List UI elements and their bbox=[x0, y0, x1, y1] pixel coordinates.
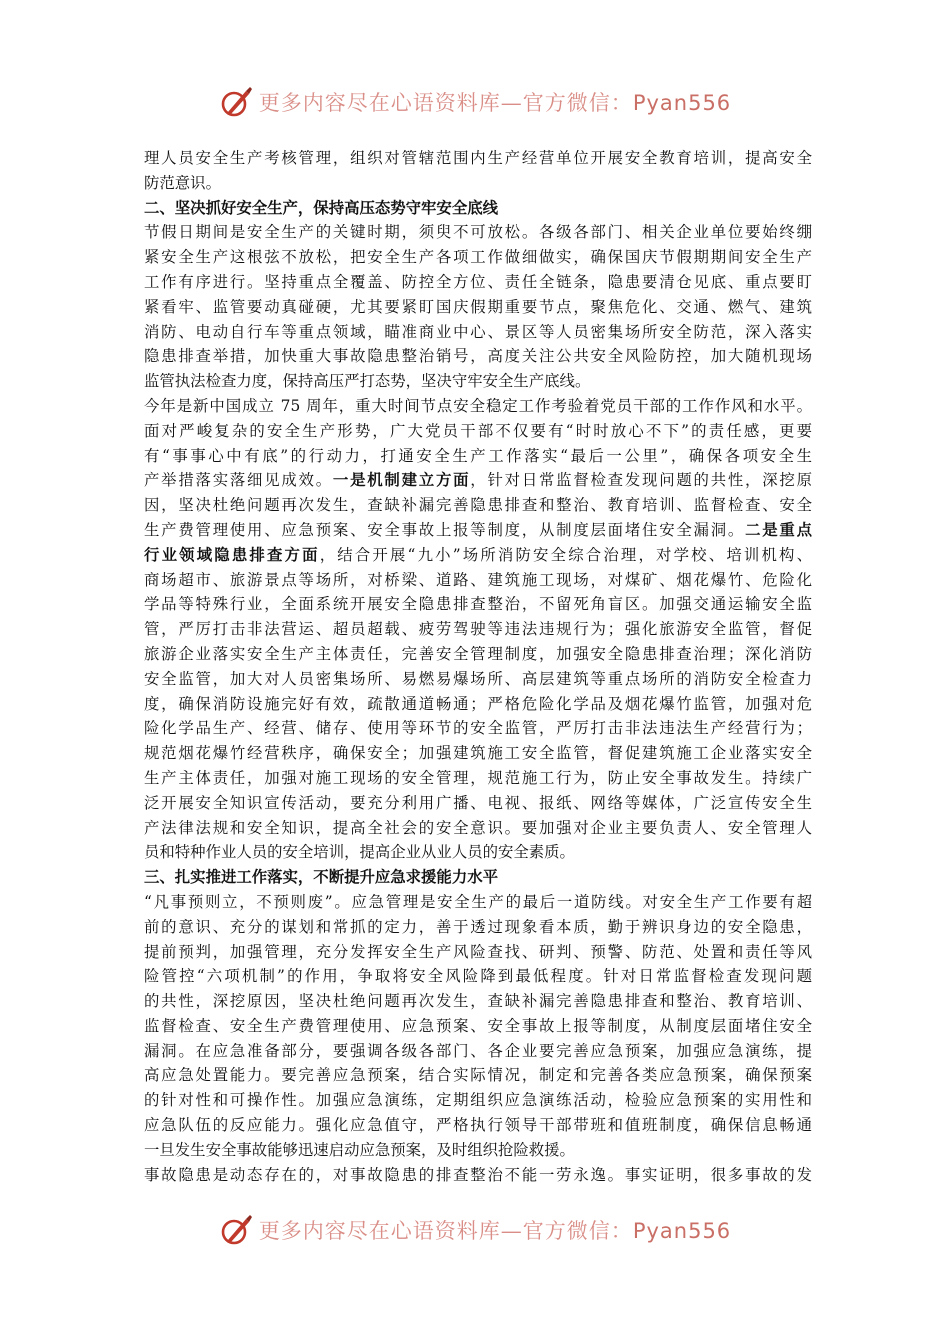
text-run: 安全监管，加大对人员密集场所、易燃易爆场所、高层建筑等重点场所的消防安全检查力 bbox=[144, 669, 812, 688]
text-run: 应急队伍的反应能力。强化应急值守，严格执行领导干部带班和值班制度，确保信息畅通 bbox=[144, 1116, 812, 1135]
text-run: 提前预判，加强管理，充分发挥安全生产风险查找、研判、预警、防范、处置和责任等风 bbox=[144, 942, 812, 961]
text-run: 有“事事心中有底”的行动力，打通安全生产工作落实“最后一公里”，确保各项安全生 bbox=[144, 446, 812, 465]
text-run: ，针对日常监督检查发现问题的共性，深挖原 bbox=[470, 471, 812, 490]
text-line bbox=[144, 1113, 812, 1138]
text-line bbox=[144, 667, 812, 692]
text-run: 消防、电动自行车等重点领域，瞄准商业中心、景区等人员密集场所安全防范，深入落实 bbox=[144, 322, 812, 341]
text-run: 险化学品生产、经营、储存、使用等环节的安全监管，严厉打击非法违法生产经营行为； bbox=[144, 719, 812, 738]
banner-text: 更多内容尽在心语资料库—官方微信：Pyan556 bbox=[258, 91, 732, 115]
text-line bbox=[144, 592, 812, 617]
text-run: 的针对性和可操作性。加强应急演练，定期组织应急演练活动，检验应急预案的实用性和 bbox=[144, 1091, 812, 1110]
text-line bbox=[144, 444, 812, 469]
text-run: 前的意识、充分的谋划和常抓的定力，善于透过现象看本质，勤于辨识身边的安全隐患， bbox=[144, 917, 812, 936]
bold-text-run: 二是重点 bbox=[745, 520, 812, 539]
text-run: 学品等特殊行业，全面系统开展安全隐患排查整治，不留死角盲区。加强交通运输安全监 bbox=[144, 595, 812, 614]
text-line bbox=[144, 245, 812, 270]
document-body bbox=[144, 146, 812, 1187]
text-run: 一旦发生安全事故能够迅速启动应急预案，及时组织抢险救援。 bbox=[144, 1140, 575, 1159]
text-line bbox=[144, 692, 812, 717]
text-line bbox=[144, 1039, 812, 1064]
text-run: 商场超市、旅游景点等场所，对桥梁、道路、建筑施工现场，对煤矿、烟花爆竹、危险化 bbox=[144, 570, 812, 589]
text-line bbox=[144, 642, 812, 667]
text-run: 生产费管理使用、应急预案、安全事故上报等制度，从制度层面堵住安全漏洞。 bbox=[144, 520, 746, 539]
text-run: 生产主体责任，加强对施工现场的安全管理，规范施工行为，防止安全事故发生。持续广 bbox=[144, 768, 812, 787]
text-run: “凡事预则立，不预则废”。应急管理是安全生产的最后一道防线。对安全生产工作要有超 bbox=[144, 892, 812, 911]
text-line bbox=[144, 716, 812, 741]
text-line bbox=[144, 890, 812, 915]
text-run: 节假日期间是安全生产的关键时期，须臾不可放松。各级各部门、相关企业单位要始终绷 bbox=[144, 223, 812, 242]
text-run: 员和特种作业人员的安全培训，提高企业从业人员的安全素质。 bbox=[144, 843, 575, 862]
header-watermark-banner bbox=[0, 82, 950, 122]
text-line bbox=[144, 419, 812, 444]
text-line bbox=[144, 915, 812, 940]
text-run: 高应急处置能力。要完善应急预案，结合实际情况，制定和完善各类应急预案，确保预案 bbox=[144, 1066, 812, 1085]
text-line bbox=[144, 394, 812, 419]
text-line bbox=[144, 369, 812, 394]
text-line bbox=[144, 989, 812, 1014]
text-line bbox=[144, 295, 812, 320]
pen-logo-icon bbox=[219, 85, 253, 119]
text-run: 漏洞。在应急准备部分，要强调各级各部门、各企业要完善应急预案，加强应急演练，提 bbox=[144, 1041, 812, 1060]
text-run: 管，严厉打击非法营运、超员超载、疲劳驾驶等违法违规行为；强化旅游安全监管，督促 bbox=[144, 620, 812, 639]
text-run: 紧安全生产这根弦不放松，把安全生产各项工作做细做实，确保国庆节假期期间安全生产 bbox=[144, 248, 812, 267]
bold-text-run: 一是机制建立方面 bbox=[332, 471, 471, 490]
text-run: 监督检查、安全生产费管理使用、应急预案、安全事故上报等制度，从制度层面堵住安全 bbox=[144, 1016, 812, 1035]
text-run: 度，确保消防设施完好有效，疏散通道畅通；严格危险化学品及烟花爆竹监管，加强对危 bbox=[144, 694, 812, 713]
text-line bbox=[144, 1014, 812, 1039]
text-line bbox=[144, 320, 812, 345]
bold-text-run: 二、坚决抓好安全生产，保持高压态势守牢安全底线 bbox=[144, 198, 498, 217]
text-line bbox=[144, 146, 812, 171]
text-line bbox=[144, 468, 812, 493]
text-line bbox=[144, 518, 812, 543]
text-line bbox=[144, 568, 812, 593]
text-run: 因，坚决杜绝问题再次发生，查缺补漏完善隐患排查和整治、教育培训、监督检查、安全 bbox=[144, 496, 812, 515]
text-run: 工作有序进行。坚持重点全覆盖、防控全方位、责任全链条，隐患要清仓见底、重点要盯 bbox=[144, 272, 812, 291]
text-line bbox=[144, 964, 812, 989]
text-run: 泛开展安全知识宣传活动，要充分利用广播、电视、报纸、网络等媒体，广泛宣传安全生 bbox=[144, 793, 812, 812]
pen-logo-icon bbox=[219, 1213, 253, 1247]
text-run: 事故隐患是动态存在的，对事故隐患的排查整治不能一劳永逸。事实证明，很多事故的发 bbox=[144, 1165, 812, 1184]
text-line bbox=[144, 543, 812, 568]
text-line bbox=[144, 1088, 812, 1113]
bold-text-run: 行业领域隐患排查方面 bbox=[144, 545, 320, 564]
text-run: 紧看牢、监管要动真碰硬，尤其要紧盯国庆假期重要节点，聚焦危化、交通、燃气、建筑 bbox=[144, 297, 812, 316]
text-line bbox=[144, 741, 812, 766]
banner-text: 更多内容尽在心语资料库—官方微信：Pyan556 bbox=[258, 1219, 732, 1243]
text-line bbox=[144, 940, 812, 965]
text-line bbox=[144, 766, 812, 791]
text-run: 旅游企业落实安全生产主体责任，完善安全管理制度，加强安全隐患排查治理；深化消防 bbox=[144, 644, 812, 663]
text-line bbox=[144, 196, 812, 221]
text-line bbox=[144, 1138, 812, 1163]
text-run: 面对严峻复杂的安全生产形势，广大党员干部不仅要有“时时放心不下”的责任感，更要 bbox=[144, 421, 812, 440]
text-line bbox=[144, 171, 812, 196]
text-run: 今年是新中国成立 75 周年，重大时间节点安全稳定工作考验着党员干部的工作作风和水平。 bbox=[144, 396, 812, 415]
text-line bbox=[144, 865, 812, 890]
text-run: 产法律法规和安全知识，提高全社会的安全意识。要加强对企业主要负责人、安全管理人 bbox=[144, 818, 812, 837]
text-line bbox=[144, 270, 812, 295]
text-run: 隐患排查举措，加快重大事故隐患整治销号，高度关注公共安全风险防控，加大随机现场 bbox=[144, 347, 812, 366]
text-line bbox=[144, 344, 812, 369]
text-run: 的共性，深挖原因，坚决杜绝问题再次发生，查缺补漏完善隐患排查和整治、教育培训、 bbox=[144, 992, 812, 1011]
footer-watermark-banner bbox=[0, 1210, 950, 1250]
text-run: 规范烟花爆竹经营秩序，确保安全；加强建筑施工安全监管，督促建筑施工企业落实安全 bbox=[144, 744, 812, 763]
text-line bbox=[144, 220, 812, 245]
text-run: 监管执法检查力度，保持高压严打态势，坚决守牢安全生产底线。 bbox=[144, 372, 591, 391]
text-run: 险管控“六项机制”的作用，争取将安全风险降到最低程度。针对日常监督检查发现问题 bbox=[144, 967, 812, 986]
text-line bbox=[144, 493, 812, 518]
text-run: 产举措落实落细见成效。 bbox=[144, 471, 333, 490]
text-run: 防范意识。 bbox=[144, 173, 221, 192]
text-line bbox=[144, 617, 812, 642]
text-line bbox=[144, 840, 812, 865]
text-line bbox=[144, 791, 812, 816]
text-run: ，结合开展“九小”场所消防安全综合治理，对学校、培训机构、 bbox=[319, 545, 812, 564]
text-line bbox=[144, 1163, 812, 1188]
bold-text-run: 三、扎实推进工作落实，不断提升应急求援能力水平 bbox=[144, 868, 498, 887]
text-line bbox=[144, 1063, 812, 1088]
text-run: 理人员安全生产考核管理，组织对管辖范围内生产经营单位开展安全教育培训，提高安全 bbox=[144, 149, 812, 167]
text-line bbox=[144, 816, 812, 841]
